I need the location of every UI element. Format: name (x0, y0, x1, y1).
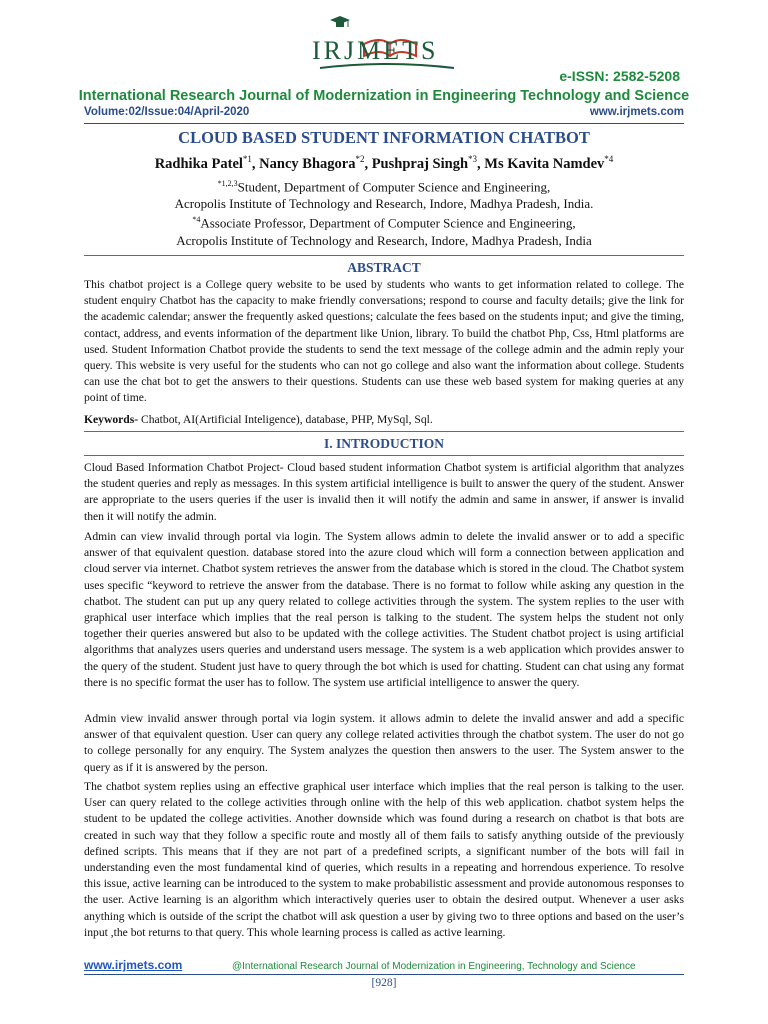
affiliation-line (0, 215, 768, 231)
affiliation-line (0, 196, 768, 212)
section-rule (84, 255, 684, 256)
header-website-link[interactable]: www.irjmets.com (589, 106, 684, 118)
intro-paragraph (84, 779, 684, 941)
affiliation-sup: *4 (192, 215, 201, 224)
journal-logo (312, 14, 462, 78)
keywords-label: Keywords- (84, 413, 139, 426)
journal-title: International Research Journal of Modernization in Engineering Technology and Science (78, 88, 690, 104)
section-rule (84, 431, 684, 432)
author-sup: *2 (355, 154, 365, 164)
author-sup: *4 (604, 154, 614, 164)
affiliation-line (0, 233, 768, 249)
author-name: Pushpraj Singh (371, 155, 469, 172)
author-name: Radhika Patel (154, 155, 243, 172)
keywords (84, 413, 684, 426)
intro-paragraph (84, 711, 684, 776)
affiliation-text: Student, Department of Computer Science and Engineering, (237, 179, 551, 195)
issn: e-ISSN: 2582-5208 (559, 68, 680, 84)
affiliation-sup: *1,2,3 (217, 179, 238, 188)
intro-paragraph-text: Cloud Based Information Chatbot Project- Cloud based student information Chatbot system is artificial algorithm that analyzes the student queries and reply as messages. In this system artificial intelligence is built to answer the query of the student. Answer are appropriate to the users queries if the user is invalid then it will notify the admin and same in answer, if answer is invalid then it will notify the admin. (84, 461, 684, 523)
introduction-heading: I. INTRODUCTION (323, 436, 445, 451)
author-name: Ms Kavita Namdev (484, 155, 605, 172)
affiliation-line (0, 179, 768, 195)
intro-paragraph-text: The chatbot system replies using an effective graphical user interface which implies that the real person is talking to the user. User can query related to the college activities through online with the help of this web application. chatbot system helps the student to be updated the college activities. Another downside which was found during a research on chatbot is that bots are created in such way that they follow a specific route and mostly all of them fails to satisfy anything outside of the previously defined scripts. This means that if they are not part of a predefined scripts, a significant number of the bots will fail in understanding even the most fundamental kind of queries, which results in a repeating and horrendous experience. To resolve this issue, active learning can be introduced to the system to make probabilistic assessment and provide autonomous responses to the user. Active learning is an algorithm which interactively queries user to obtain the desired output. Whenever a user asks anything which is outside of the script the chatbot will ask question a user by giving two to three options and based on the user’s input ,the bot returns to that query. This whole learning process is called as active learning. (84, 780, 684, 939)
author-sup: *1 (242, 154, 252, 164)
footer-website-link[interactable]: www.irjmets.com (84, 958, 183, 972)
intro-paragraph (84, 529, 684, 691)
abstract-heading: ABSTRACT (347, 260, 421, 275)
footer-copyright: @International Research Journal of Modernization in Engineering, Technology and Science (232, 961, 636, 972)
author-sup: *3 (468, 154, 478, 164)
header-rule (84, 123, 684, 124)
volume-line (84, 106, 684, 123)
affiliation-text: Associate Professor, Department of Computer Science and Engineering, (200, 215, 576, 231)
intro-paragraph-text: Admin view invalid answer through portal via login system. it allows admin to delete the invalid answer and add a specific answer of that equivalent question. User can query any college related activities through the chatbot system. The user do not go to college personally for any enquiry. The System analyzes the question then answers to the user. The System answer to the query as if it is answered by the person. (84, 712, 684, 774)
author-list: Radhika Patel$^{*1}$, Nancy Bhagora$^{*2}$, Pushpraj Singh$^{*3}$, Ms Kavita Namdev$^{*4}$ (154, 154, 614, 172)
page-number: [928] (371, 977, 397, 989)
footer-rule (84, 974, 684, 975)
affiliation-text: Acropolis Institute of Technology and Research, Indore, Madhya Pradesh, India. (174, 196, 594, 211)
abstract-text: This chatbot project is a College query website to be used by students who wants to get information related to college. The student enquiry Chatbot has the capacity to make friendly conversations; respond to course and faculty details; give the link for the academic calendar; answer the frequently asked questions; calculate the fees based on the students input; and give the timing, contact, address, and events information of the department like Union, library. To build the chatbot Php, Css, Html platforms are used. Student Information Chatbot provide the students to send the text message of the college admin and the admin reply your query. This website is very useful for the students who can not go college and also want the information about college. Students can use the chat bot to get the answers to their questions. Students can use these web based system for making queries at any point of time. (84, 278, 684, 405)
section-rule (84, 455, 684, 456)
logo-text: IRJMETS (312, 36, 439, 65)
abstract-body (84, 277, 684, 407)
affiliation-text: Acropolis Institute of Technology and Research, Indore, Madhya Pradesh, India (176, 233, 592, 248)
paper-title: CLOUD BASED STUDENT INFORMATION CHATBOT (178, 128, 590, 147)
intro-paragraph-text: Admin can view invalid through portal via login. The System allows admin to delete the invalid answer or to add a specific answer of that equivalent question. database stored into the azure cloud which will form a connection between application and cloud server via internet. Chatbot system retrieves the answer from the database which is stored in the cloud. The Chatbot system uses specific “keyword to retrieve the answer from the database. There is no format to follow while asking any question in the chatbot. The student can put up any query related to college activities through the system. The system replies to the user with graphical user interface which implies that the real person is talking to the student. The system helps the student not only together their queries answered but also to be updated with the college activities. The Student chatbot project is using artificial algorithms that analyzes users queries and understand users message. The system is a web application which provides answer to the query of the student. Student just have to query through the bot which is used for chatting. Student can chat using any format there is no specific format the user has to follow. The system use artificial intelligence to answer the query. (84, 530, 684, 689)
author-name: Nancy Bhagora (259, 155, 356, 172)
keywords-text: Chatbot, AI(Artificial Inteligence), database, PHP, MySql, Sql. (138, 413, 433, 426)
volume-issue: Volume:02/Issue:04/April-2020 (84, 106, 250, 118)
intro-paragraph (84, 460, 684, 525)
